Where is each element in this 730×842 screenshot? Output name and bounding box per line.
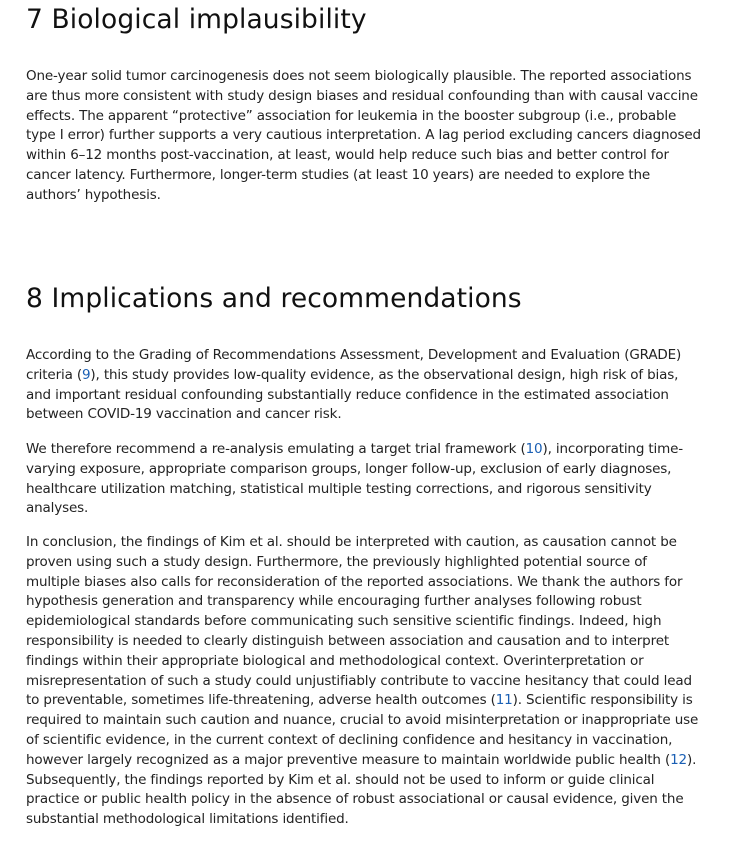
paragraph-text: In conclusion, the findings of Kim et al. should be interpreted with caution, as causation cannot be proven using such a study design. Furthermore, the previously highlighted potential source of multiple biases also calls for reconsideration of the reported associations. We thank the authors for hypothesis generation and transparency while encouraging further analyses following robust epidemiological standards before communicating such sensitive scientific findings. Indeed, high responsibility is needed to clearly distinguish between association and causation and to interpret findings within their appropriate biological and methodological context. Overinterpretation or misrepresentation of such a study could unjustifiably contribute to vaccine hesitancy that could lead to preventable, sometimes life-threatening, adverse health outcomes ( (26, 534, 692, 709)
paragraph-text: ). Scientific responsibility is required to maintain such caution and nuance, crucial to avoid misinterpretation or inappropriate use of scientific evidence, in the current context of declining confidence and hesitancy in vaccination, however largely recognized as a major preventive measure to maintain worldwide public health ( (26, 692, 699, 768)
paragraph-text: We therefore recommend a re-analysis emulating a target trial framework ( (26, 441, 526, 457)
paragraph (26, 440, 704, 519)
paragraph-text: ), this study provides low-quality evidence, as the observational design, high risk of bias, and important residual confounding substantially reduce confidence in the estimated association between COVID-19 vaccination and cancer risk. (26, 366, 679, 423)
reference-link-12[interactable]: 12 (670, 751, 687, 768)
paragraph-text: ), incorporating time-varying exposure, appropriate comparison groups, longer follow-up, exclusion of early diagnoses, healthcare utilization matching, statistical multiple testing corrections, and rigorous sensitivity analyses. (26, 441, 684, 517)
reference-link-11[interactable]: 11 (495, 692, 513, 709)
paragraph (26, 533, 704, 830)
paragraph (26, 346, 704, 425)
reference-link-9[interactable]: 9 (81, 366, 91, 383)
paragraph: One-year solid tumor carcinogenesis does not seem biologically plausible. The reported associations are thus more consistent with study design biases and residual confounding than with causal vaccine effects. The apparent “protective” association for leukemia in the booster subgroup (i.e., probable type I error) further supports a very cautious interpretation. A lag period excluding cancers diagnosed within 6–12 months post-vaccination, at least, would help reduce such bias and better control for cancer latency. Furthermore, longer-term studies (at least 10 years) are needed to explore the authors’ hypothesis. (26, 68, 701, 203)
section-heading-implications: 8 Implications and recommendations (26, 283, 522, 314)
paragraph-text: ). Subsequently, the findings reported by Kim et al. should not be used to inform or guide clinical practice or public health policy in the absence of robust associational or causal evidence, given the substantial methodological limitations identified. (26, 751, 697, 828)
section-heading-biological-implausibility: 7 Biological implausibility (26, 4, 367, 35)
reference-link-10[interactable]: 10 (525, 441, 543, 457)
paragraph-text: According to the Grading of Recommendations Assessment, Development and Evaluation (GRADE) criteria ( (26, 347, 682, 383)
